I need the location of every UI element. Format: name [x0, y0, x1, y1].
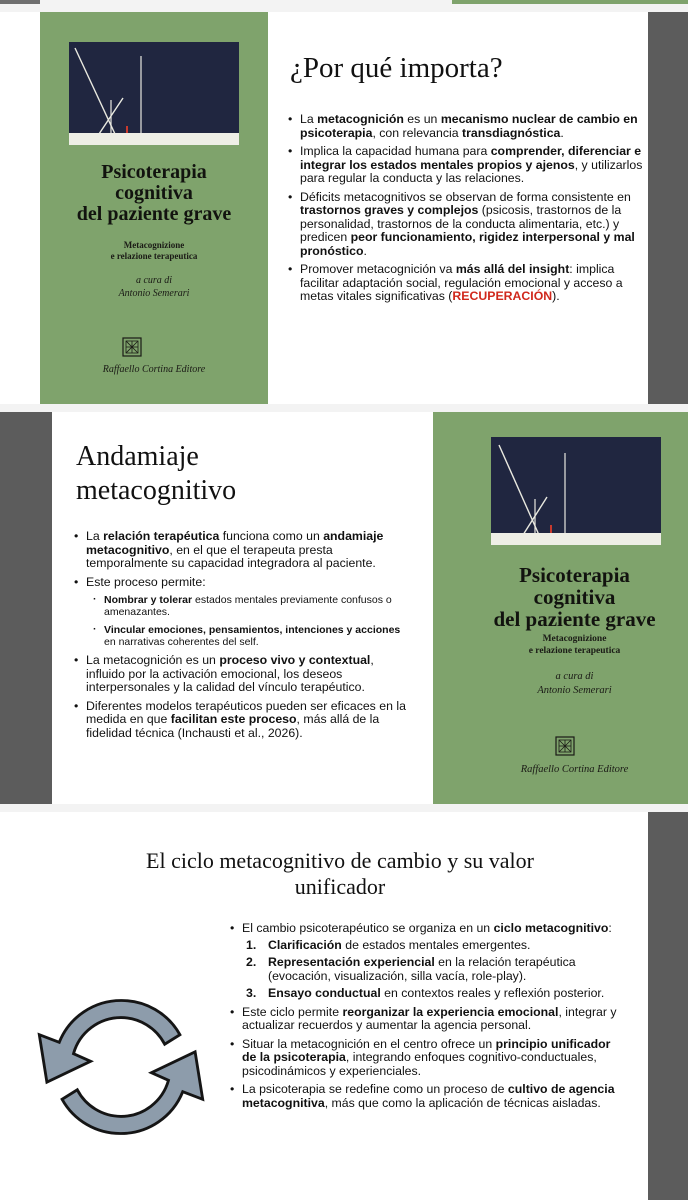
cover-editor: [40, 274, 268, 300]
bullet-item: [230, 922, 626, 1001]
text-run: Este proceso permite:: [86, 574, 206, 589]
cover-subtitle-line: e relazione terapeutica: [528, 645, 621, 656]
cover-subtitle-line: Metacognizione: [123, 240, 185, 250]
bullet-item: [74, 700, 414, 741]
bold-text: más allá del insight: [455, 262, 570, 277]
refresh-cycle-icon: [26, 972, 216, 1162]
slide-title-line: unificador: [294, 874, 386, 900]
bullet-list: [74, 530, 414, 745]
cover-title-line: Psicoterapia: [101, 161, 207, 183]
slide-andamiaje: [0, 412, 688, 804]
sub-bullet-item: [86, 624, 414, 648]
cover-subtitle-line: e relazione terapeutica: [110, 251, 198, 262]
text-run: en la relación terapéutica (evocación, visualización, silla vacía, role-play).: [268, 955, 576, 983]
text-run: estados mentales previamente confusos o amenazantes.: [104, 594, 392, 619]
text-run: , con relevancia: [372, 125, 462, 140]
step-item: [242, 956, 626, 983]
bullet-item: [230, 1006, 626, 1033]
text-run: de estados mentales emergentes.: [341, 937, 531, 952]
cover-publisher: Raffaello Cortina Editore: [520, 764, 629, 775]
cover-artwork: [491, 437, 661, 545]
slide-left-bar: [0, 412, 52, 804]
bullet-item: [288, 191, 644, 259]
bold-text: facilitan este proceso: [170, 712, 297, 727]
sub-bullet-list: [86, 594, 414, 648]
cover-art-lines-icon: [69, 42, 239, 145]
sub-bullet-item: [86, 594, 414, 618]
cover-title-line: del paziente grave: [493, 607, 656, 632]
cover-subtitle: [461, 634, 688, 658]
bold-text: cultivo de agencia metacognitiva: [242, 1082, 615, 1110]
cover-editor-line: Antonio Semerari: [537, 684, 612, 696]
bold-text: Nombrar y tolerar: [104, 594, 193, 607]
bold-text: trastornos graves y complejos: [300, 203, 479, 218]
slide-ciclo-metacognitivo: [0, 812, 688, 1200]
step-text: [268, 955, 576, 983]
text-run: , más allá de la fidelidad técnica (Inchausti et al., 2026).: [86, 712, 380, 740]
text-run: funciona como un: [219, 529, 324, 543]
text-run: :: [608, 921, 612, 935]
step-item: [242, 987, 626, 1001]
bullet-item: [230, 1083, 626, 1110]
book-cover: [40, 12, 268, 404]
top-strip-right: [452, 0, 688, 4]
cover-editor-line: a cura di: [135, 275, 173, 286]
bold-text: Vincular emociones, pensamientos, intenciones y acciones: [104, 624, 401, 637]
text-run: , influido por la activación emocional, los deseos interpersonales y la calidad del vínculo terapéutico.: [86, 653, 374, 695]
text-run: , integrando enfoques cognitivo-conductuales, psicodinámicos y experienciales.: [242, 1050, 597, 1078]
bullet-item: [74, 530, 414, 571]
slide-title-line: metacognitivo: [76, 474, 237, 506]
step-item: [242, 939, 626, 953]
step-number: 3.: [246, 986, 257, 1001]
bullet-item: [288, 113, 644, 140]
step-text: [268, 938, 530, 952]
cover-editor-line: a cura di: [555, 671, 594, 682]
text-run: Déficits metacognitivos se observan de forma consistente en: [300, 189, 631, 204]
bold-text: reorganizar la experiencia emocional: [342, 1004, 559, 1019]
text-run: ).: [552, 289, 560, 304]
text-run: .: [560, 125, 564, 140]
bullet-list: [288, 113, 644, 309]
text-run: en contextos reales y reflexión posterior.: [380, 986, 605, 1001]
bullet-item: [230, 1038, 626, 1079]
text-run: es un: [403, 112, 441, 126]
bold-text: proceso vivo y contextual: [219, 653, 371, 668]
bold-text: Clarificación: [268, 937, 342, 952]
text-run: Situar la metacognición en el centro ofrece un: [242, 1036, 496, 1051]
step-text: [268, 986, 604, 1000]
bold-text: ciclo metacognitivo: [493, 921, 609, 935]
cover-strip: [491, 533, 661, 545]
step-number: 1.: [246, 937, 257, 952]
text-run: , y utilizarlos para regular la conducta y las relaciones.: [300, 157, 643, 186]
slide-title: [40, 848, 640, 901]
bold-text: metacognición: [317, 112, 404, 126]
text-run: Promover metacognición va: [300, 262, 456, 277]
highlight-text: RECUPERACIÓN: [452, 289, 553, 304]
bold-text: Representación experiencial: [268, 955, 435, 970]
cover-publisher: Raffaello Cortina Editore: [102, 364, 206, 375]
text-run: .: [363, 243, 367, 258]
bullet-item: [74, 654, 414, 695]
text-run: : implica facilitar adaptación social, regulación emocional y acceso a metas vitales significativas (: [300, 262, 623, 304]
slide-title-line: Andamiaje: [76, 441, 199, 472]
text-run: (psicosis, trastornos de la personalidad, trastornos de la conducta alimentaria, etc.) y predicen: [300, 203, 622, 245]
slide-por-que-importa: [0, 12, 688, 404]
text-run: , integrar y actualizar recuerdos y aumentar la agencia personal.: [242, 1004, 617, 1033]
cover-editor: [461, 670, 688, 697]
cover-artwork: [69, 42, 239, 145]
top-strip-left: [0, 0, 40, 4]
publisher-emblem-icon: [555, 736, 575, 756]
bullet-item: [288, 145, 644, 186]
bullet-text: [242, 921, 612, 935]
slide-right-bar: [648, 12, 688, 404]
text-run: La metacognición es un: [86, 653, 220, 668]
cover-art-lines-icon: [491, 437, 661, 545]
bold-text: andamiaje metacognitivo: [86, 529, 384, 557]
bullet-item: [74, 576, 414, 649]
text-run: en narrativas coherentes del self.: [104, 636, 259, 649]
text-run: Diferentes modelos terapéuticos pueden ser eficaces en la medida en que: [86, 698, 406, 727]
cover-title-line: del paziente grave: [76, 203, 232, 225]
text-run: Este ciclo permite: [242, 1004, 343, 1019]
slide-title-line: El ciclo metacognitivo de cambio y su valor: [146, 848, 534, 873]
slide-title: [76, 440, 236, 507]
bold-text: peor funcionamiento, rigidez interpersonal y mal pronóstico: [300, 230, 635, 258]
bold-text: comprender, diferenciar e integrar los estados mentales propios y ajenos: [300, 144, 642, 172]
bullet-text: [86, 575, 206, 589]
cover-title-line: cognitiva: [115, 182, 193, 204]
bold-text: transdiagnóstica: [462, 125, 561, 140]
cover-title-line: Psicoterapia: [519, 563, 630, 587]
slide-title: ¿Por qué importa?: [290, 52, 503, 84]
bold-text: relación terapéutica: [103, 529, 220, 543]
text-run: , más que como la aplicación de técnicas aisladas.: [324, 1095, 601, 1110]
cover-strip: [69, 133, 239, 145]
cover-title: [461, 564, 688, 630]
bullet-item: [288, 263, 644, 304]
slide-right-bar: [648, 812, 688, 1200]
cover-editor-line: Antonio Semerari: [118, 288, 190, 299]
bold-text: principio unificador de la psicoterapia: [242, 1036, 611, 1065]
cover-subtitle: [40, 240, 268, 263]
cover-subtitle-line: Metacognizione: [542, 634, 607, 644]
cover-title: [40, 162, 268, 225]
steps-list: [242, 939, 626, 1001]
book-cover: [433, 412, 688, 804]
text-run: La: [300, 112, 318, 126]
cover-title-line: cognitiva: [533, 585, 616, 610]
step-number: 2.: [246, 955, 257, 970]
text-run: , en el que el terapeuta presta temporalmente su capacidad integradora al paciente.: [86, 542, 376, 571]
text-run: Implica la capacidad humana para: [300, 144, 491, 159]
bold-text: Ensayo conductual: [268, 986, 381, 1001]
bold-text: mecanismo nuclear de cambio en psicoterapia: [300, 112, 638, 140]
text-run: La: [86, 529, 104, 543]
text-run: La psicoterapia se redefine como un proceso de: [242, 1082, 508, 1097]
bullet-list: [230, 922, 626, 1115]
publisher-emblem-icon: [122, 337, 142, 357]
text-run: El cambio psicoterapéutico se organiza en un: [242, 921, 494, 935]
